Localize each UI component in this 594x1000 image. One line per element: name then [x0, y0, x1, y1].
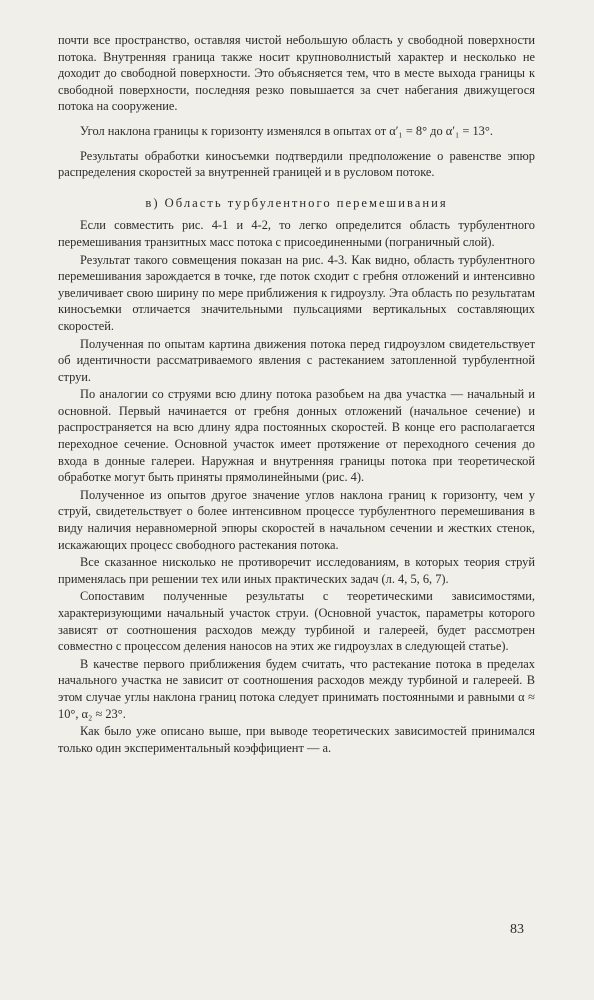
text-column	[58, 32, 535, 756]
paragraph-angles: Полученное из опытов другое значение углов наклона границ к горизонту, чем у струй, свидетельствует о более интенсивном процессе турбулентного перемешивания в виду наличия неравномерной эпюры скоростей в начальном сечении и жестких стенок, искажающих процесс свободного растекания потока.	[58, 487, 535, 552]
paragraph-compare: Сопоставим полученные результаты с теоретическими зависимостями, характеризующими начальный участок струи. (Основной участок, параметры которого зависят от соотношения расходов между турбиной и галереей, будет рассмотрен совместно с процессом деления наносов на этих же гидроузлах в следующей статье).	[58, 589, 535, 654]
page-number: 83	[510, 922, 524, 937]
paragraph-results: Результаты обработки киносъемки подтвердили предположение о равенстве эпюр распределения скоростей за внутренней границей и в русловом потоке.	[58, 148, 535, 180]
section-heading: в) Область турбулентного перемешивания	[145, 195, 448, 210]
paragraph-coefficient: Как было уже описано выше, при выводе теоретических зависимостей принимался только один экспериментальный коэффициент — a.	[58, 724, 535, 755]
paragraph-combination: Результат такого совмещения показан на рис. 4-3. Как видно, область турбулентного перемешивания зарождается в точке, где поток сходит с гребня отложений и интенсивно увеличивает свою ширину по мере приближения к гидроузлу. Эта область по результатам киносъемки отличается значительными пульсациями вертикальных составляющих скоростей.	[58, 252, 535, 333]
paragraph-first-approx: В качестве первого приближения будем считать, что растекание потока в пределах начального участка не зависит от соотношения расходов между турбиной и галереей. В этом случае углы наклона границ потока следует принимать постоянными и равными α ≈ 10°, α₂ ≈ 23°.	[58, 656, 535, 721]
paragraph-jet-analogy: Полученная по опытам картина движения потока перед гидроузлом свидетельствует об идентичности рассматриваемого явления с растеканием затопленной турбулентной струи.	[58, 336, 535, 384]
paragraph-angle: Угол наклона границы к горизонту изменялся в опытах от α′₁ = 8° до α′₁ = 13°.	[80, 123, 493, 138]
paragraph-overlay: Если совместить рис. 4-1 и 4-2, то легко определится область турбулентного перемешивания транзитных масс потока с присоединенными (пограничный слой).	[58, 218, 535, 249]
paragraph-continuation: почти все пространство, оставляя чистой небольшую область у свободной поверхности потока. Внутренняя граница также носит крупноволнистый характер и несколько не доходит до свободной поверхности. Это объясняется тем, что в месте выхода границы к свободной поверхности, последняя резко повышается за счет набегания движущегося потока на сооружение.	[58, 33, 535, 114]
paragraph-segments: По аналогии со струями всю длину потока разобьем на два участка — начальный и основной. Первый начинается от гребня донных отложений (начальное сечение) и распространяется на всю длину ядра постоянных скоростей. В конце его располагается переходное сечение. Основной участок имеет протяжение от переходного сечения до входа в донные галереи. Наружная и внутренняя границы потока при теоретической обработке могут быть приняты прямолинейными (рис. 4).	[58, 387, 535, 485]
paragraph-theory: Все сказанное нисколько не противоречит исследованиям, в которых теория струй применялась при решении тех или иных практических задач (л. 4, 5, 6, 7).	[58, 555, 535, 586]
